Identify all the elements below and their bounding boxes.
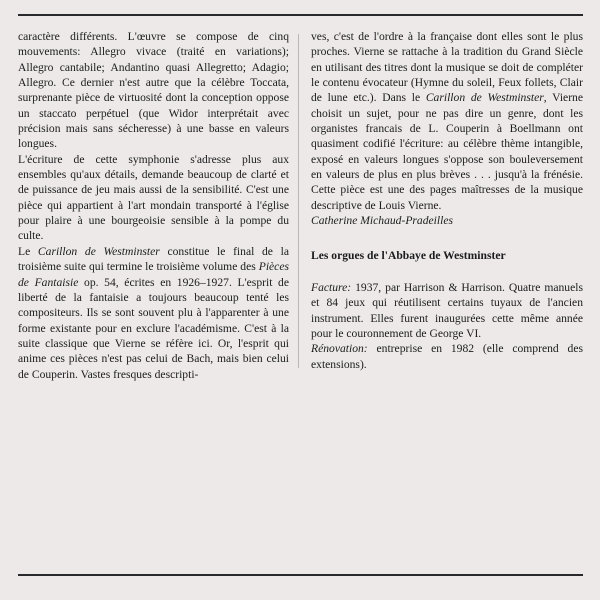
- left-paragraph-2: L'écriture de cette symphonie s'adresse plus aux ensembles qu'aux détails, demande beaucoup de clarté et de puissance de jeu mais aussi de la sensibilité. C'est une pièce qui appartient à l'art mondain transporté à l'église pour plaire à une bourgeoisie sensible à la pompe du culte.: [18, 152, 289, 243]
- left-paragraph-3: [18, 244, 289, 382]
- right-column: [311, 29, 583, 372]
- author-signature: Catherine Michaud-Pradeilles: [311, 214, 453, 228]
- facture-label: Facture:: [311, 280, 352, 294]
- left-paragraph-3-intro: Le: [18, 244, 38, 258]
- left-column: [18, 29, 289, 382]
- facture-text: 1937, par Harrison & Harrison. Quatre manuels et 84 jeux qui réutilisent certains tuyaux de l'ancien instrument. Elles furent inaugurées cette même année pour le couronnement de George VI.: [311, 280, 583, 340]
- right-paragraph-1-a: ves, c'est de l'ordre à la française dont elles sont le plus proches. Vierne se rattache à la tradition du Grand Siècle en utilisant des titres dont la musique se doit de compléter le contenu évocateur (Hymne du soleil, Feux follets, Clair de lune etc.). Dans le: [311, 30, 583, 105]
- bottom-rule: [18, 574, 583, 576]
- carillon-title: Carillon de Westminster: [37, 244, 160, 258]
- top-rule: [18, 14, 583, 16]
- right-paragraph-1-b: , Vierne choisit un sujet, pour ne pas dire un genre, dont les organistes francais de L. Couperin à Boellmann ont quasiment codifié l'écriture: au célèbre thème intangible, exposé en valeurs longues s'oppose son bouleversement en valeurs de plus en plus brèves . . . jusqu'à la frénésie. Cette pièce est une des pages maîtresses de la musique descriptive de Louis Vierne.: [311, 91, 583, 212]
- left-paragraph-1: caractère différents. L'œuvre se compose de cinq mouvements: Allegro vivace (traité en variations); Allegro cantabile; Andantino quasi Allegretto; Adagio; Allegro. Ce dernier n'est autre que la célèbre Toccata, surprenante pièce de virtuosité dont la conception oppose un staccato perpétuel (que Widor interprétait avec précision mais sans sécheresse) à une basse en valeurs longues.: [18, 30, 289, 151]
- renovation-paragraph: [311, 341, 583, 372]
- facture-paragraph: [311, 280, 583, 341]
- carillon-title-right: Carillon de Westminster: [425, 91, 544, 105]
- renovation-label: Rénovation:: [311, 342, 368, 356]
- renovation-text: entreprise en 1982 (elle comprend des extensions).: [311, 342, 583, 371]
- section-heading: Les orgues de l'Abbaye de Westminster: [311, 249, 506, 263]
- left-paragraph-3-rest: op. 54, écrites en 1926–1927. L'esprit de liberté de la fantaisie a toujours beaucoup tenté les compositeurs. Ils se sont souvent plu à l'apparenter à une forme existante pour en exclure l'académisme. C'est à la suite classique que Vierne se réfère ici. Or, l'esprit qui anime ces pièces n'est pas celui de Bach, mais bien celui de Couperin. Vastes fresques descripti-: [18, 275, 289, 381]
- column-divider: [298, 34, 299, 368]
- left-paragraph-3-mid: constitue le final de la troisième suite qui termine le troisième volume des: [18, 244, 289, 274]
- pieces-fantaisie-title: Pièces de Fantaisie: [18, 260, 289, 289]
- right-paragraph-1: [311, 29, 583, 213]
